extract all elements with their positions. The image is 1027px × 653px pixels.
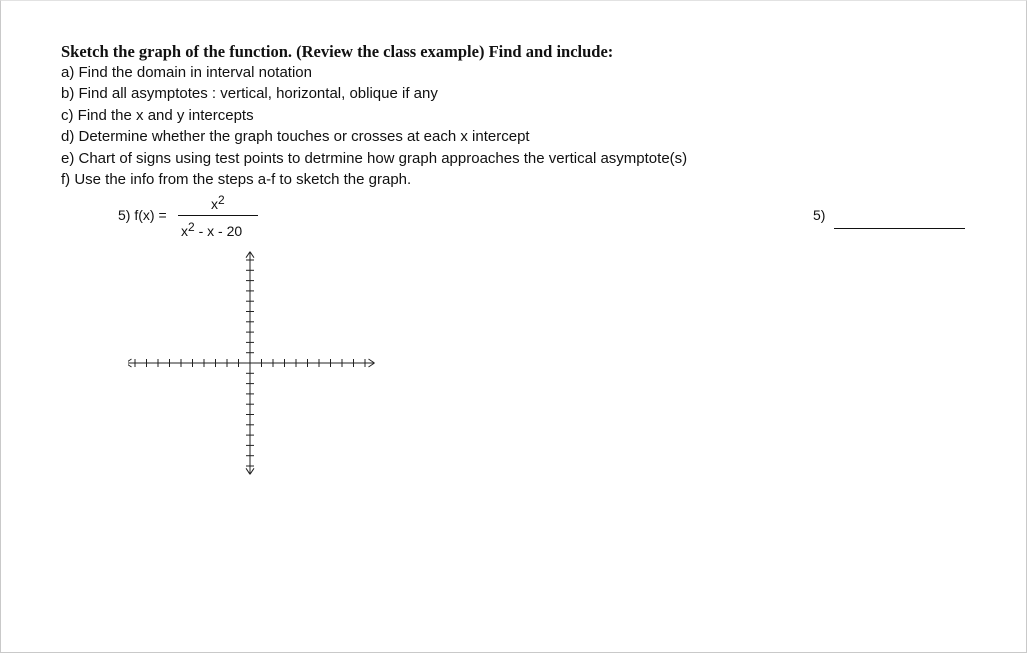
instructions (61, 42, 961, 190)
numerator-base: x (211, 196, 218, 212)
x-arrow-left (128, 359, 132, 363)
fraction-bar (178, 215, 258, 216)
answer-line[interactable] (834, 228, 965, 229)
x-arrow-left (128, 363, 132, 367)
step-f: f) Use the info from the steps a-f to sketch the graph. (61, 170, 412, 188)
denominator-rest: - x - 20 (194, 223, 243, 239)
instructions-heading: Sketch the graph of the function. (Review the class example) Find and include: (61, 42, 614, 61)
fraction-numerator (211, 193, 225, 212)
coordinate-grid[interactable] (128, 244, 378, 484)
fraction-denominator (181, 220, 243, 239)
x-arrow-right (369, 363, 375, 367)
numerator-exponent: 2 (218, 193, 225, 207)
y-arrow-up (246, 252, 250, 258)
step-a: a) Find the domain in interval notation (61, 64, 312, 81)
x-arrow-right (369, 359, 375, 363)
denominator-exponent: 2 (188, 220, 195, 234)
step-c: c) Find the x and y intercepts (61, 106, 254, 124)
denominator-base: x (181, 223, 188, 239)
y-arrow-down (250, 468, 254, 474)
problem-label: 5) f(x) = (118, 207, 167, 223)
step-e: e) Chart of signs using test points to detrmine how graph approaches the vertical asymptote(s) (61, 149, 688, 167)
y-arrow-down (246, 468, 250, 474)
step-b: b) Find all asymptotes : vertical, horizontal, oblique if any (61, 85, 438, 103)
y-arrow-up (250, 252, 254, 258)
step-d: d) Determine whether the graph touches or crosses at each x intercept (61, 128, 530, 146)
answer-label: 5) (813, 207, 826, 223)
